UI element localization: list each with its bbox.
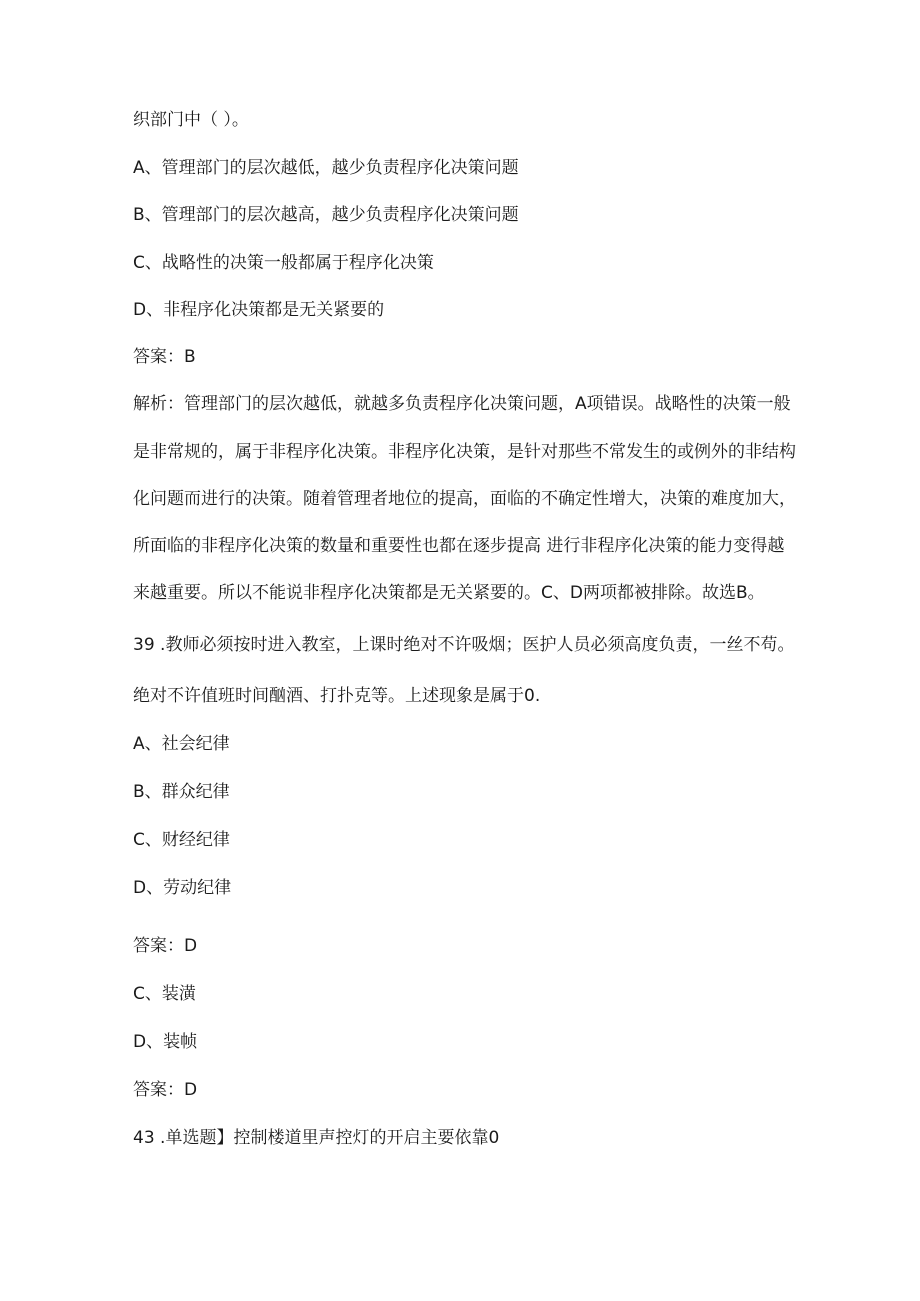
question-stem-continuation: 织部门中（ ）。	[133, 110, 249, 130]
option-a: A、社会纪律	[133, 734, 230, 754]
answer: 答案：D	[133, 936, 198, 956]
answer: 答案：B	[133, 347, 196, 367]
option-c: C、装潢	[133, 984, 196, 1004]
question-39-line: 绝对不许值班时间酗酒、打扑克等。上述现象是属于0.	[133, 686, 541, 706]
explanation-line: 解析：管理部门的层次越低，就越多负责程序化决策问题，A项错误。战略性的决策一般	[133, 394, 791, 414]
explanation-line: 化问题而进行的决策。随着管理者地位的提高，面临的不确定性增大，决策的难度加大，	[133, 489, 796, 509]
option-d: D、装帧	[133, 1032, 198, 1052]
option-c: C、战略性的决策一般都属于程序化决策	[133, 253, 434, 273]
option-c: C、财经纪律	[133, 830, 230, 850]
option-a: A、管理部门的层次越低，越少负责程序化决策问题	[133, 158, 519, 178]
explanation-line: 是非常规的，属于非程序化决策。非程序化决策，是针对那些不常发生的或例外的非结构	[133, 442, 796, 462]
option-b: B、管理部门的层次越高，越少负责程序化决策问题	[133, 205, 519, 225]
option-d: D、劳动纪律	[133, 878, 232, 898]
explanation-line: 来越重要。所以不能说非程序化决策都是无关紧要的。C、D两项都被排除。故选B。	[133, 583, 765, 603]
option-d: D、非程序化决策都是无关紧要的	[133, 300, 385, 320]
explanation-line: 所面临的非程序化决策的数量和重要性也都在逐步提高 进行非程序化决策的能力变得越	[133, 536, 785, 556]
question-39-line: 39 .教师必须按时进入教室，上课时绝对不许吸烟；医护人员必须高度负责，一丝不苟。	[133, 635, 795, 655]
answer: 答案：D	[133, 1080, 198, 1100]
option-b: B、群众纪律	[133, 782, 230, 802]
question-43: 43 .单选题】控制楼道里声控灯的开启主要依靠0	[133, 1128, 500, 1148]
